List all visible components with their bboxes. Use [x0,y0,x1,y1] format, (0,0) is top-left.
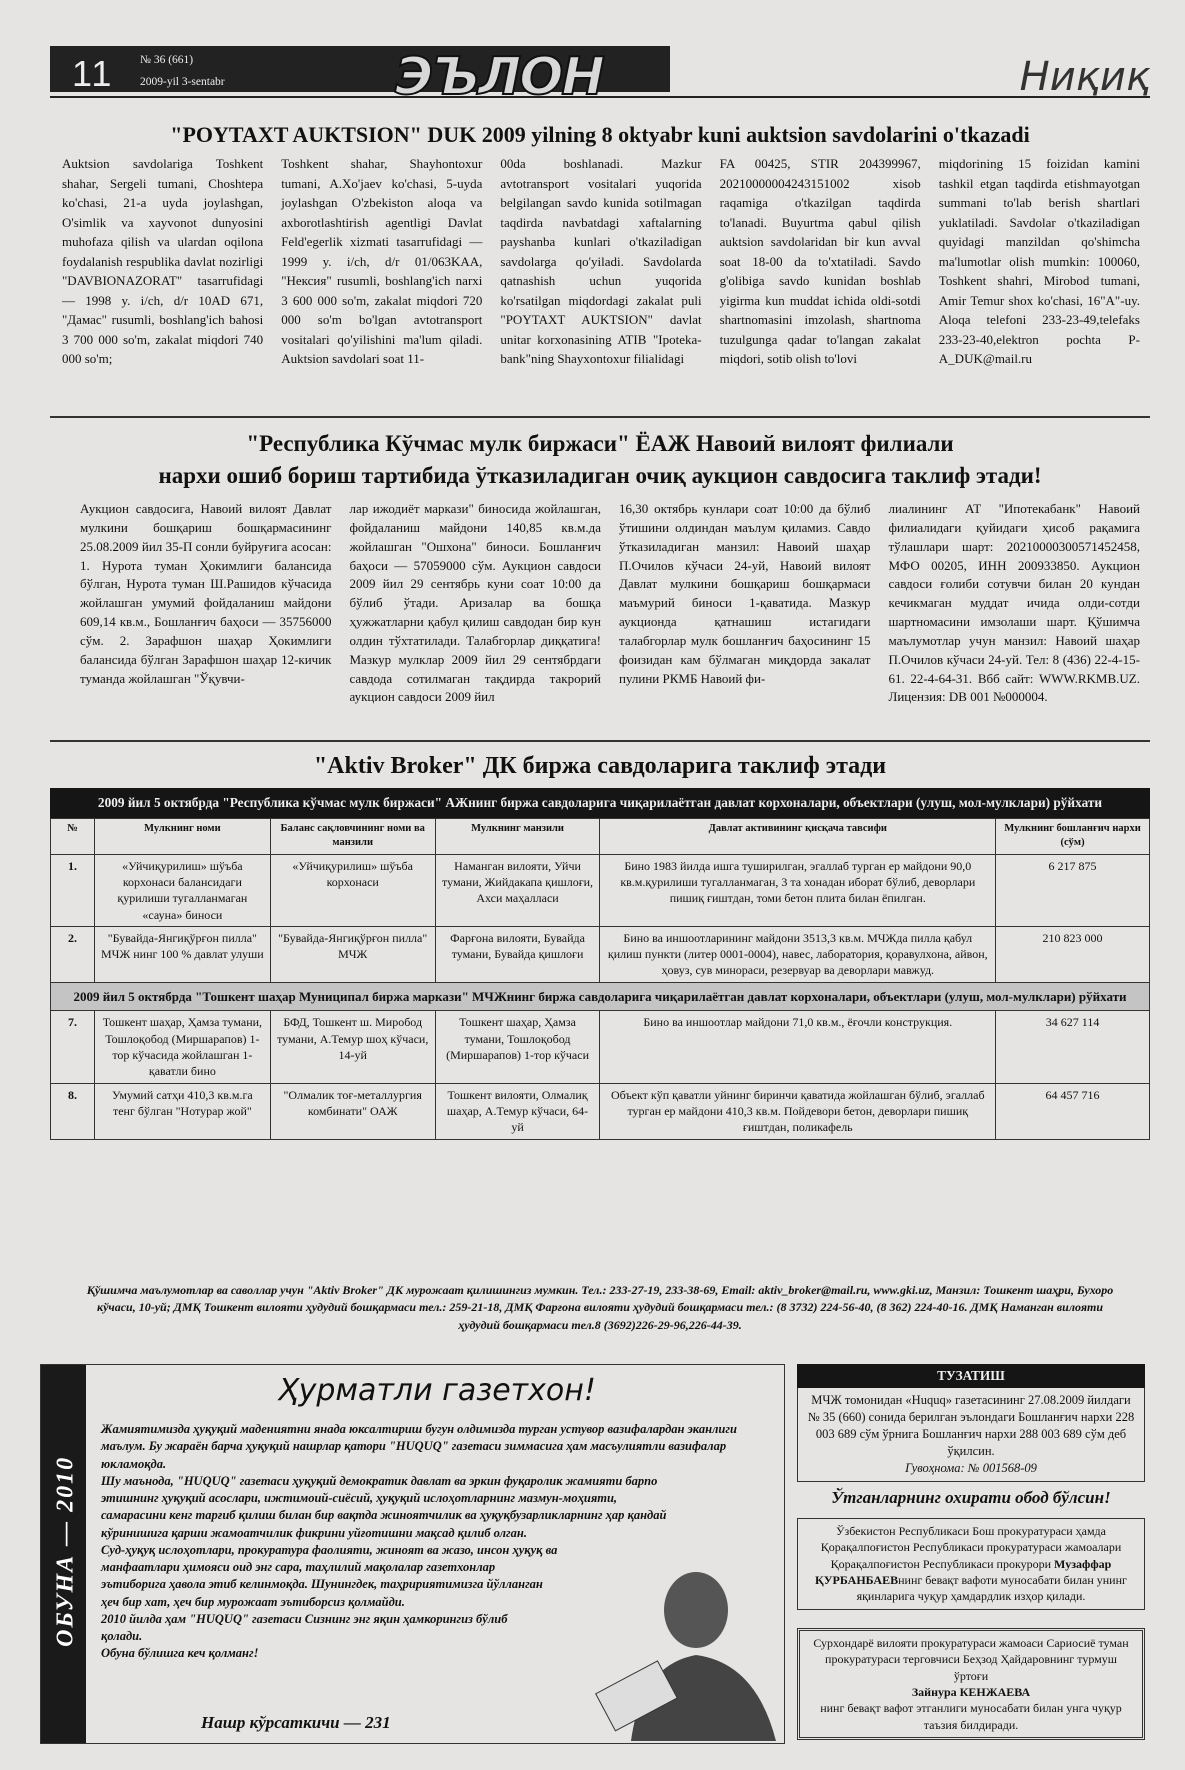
issue-date: 2009-yil 3-sentabr [140,75,225,88]
condolence2-name: Зайнура КЕНЖАЕВА [911,1684,1031,1699]
ad1-col3: 00da boshlanadi. Mazkur avtotransport vositalari yuqorida belgilangan savdo kunida sotilmagan taqdirda navbatdagi xaftalarning payshanba kunlari o'tkaziladigan savdolarga qo'yiladi. Savdolarda qatnashish uchun yuqorida ko'rsatilgan miqdordagi zakalat puli "POYTAXT AUKTSION" davlat unitar korxonasining ATIB "Ipoteka-bank"ning Shayxontoxur filialidagi [500,156,702,366]
table-cell: «Уйчиқурилиш» шўъба корхонаси [270,854,435,926]
masthead [50,46,1150,106]
ad1-body [62,154,1140,369]
subscription-para5: Обуна бўлишга кеч қолманг! [101,1646,259,1661]
subscription-para4: 2010 йилда ҳам "HUQUQ" газетаси Сизнинг энг яқин ҳамкорингиз бўлиб қолади. [101,1611,508,1643]
table-cell: "Бувайда-Янгиқўрғон пилла" МЧЖ нинг 100 % давлат улуши [94,926,270,982]
correction-box [797,1364,1145,1482]
condolence-title: Ўтганларнинг охирати обод бўлсин! [831,1488,1111,1507]
table-cell: Умумий сатҳи 410,3 кв.м.га тенг бўлган "Нотурар жой" [94,1083,270,1139]
table-header-cell: Давлат активининг қисқача тавсифи [600,819,996,855]
ad2-col1: Аукцион савдосига, Навоий вилоят Давлат мулкини бошқариш бошқармасининг 25.08.2009 йил 35-П сонли буйруғига асосан: 1. Нурота туман Ҳокимлиги балансида бўлган, Нурота туман Ш.Рашидов кўчасида жойлашган умумий фойдаланиш майдони 609,14 кв.м., Бошланғич баҳоси — 35756000 сўм. 2. Зарафшон шаҳар Ҳокимлиги балансида бўлган Зарафшон шаҳар 12-кичик туманда жойлашган "Ўқувчи- [80,501,332,686]
table-body-2 [51,1011,1150,1139]
newspaper-logo: Ниқиқ [1019,54,1150,100]
condolence1-suffix: нинг бевақт вафоти муносабати билан унинг яқинларига чуқур ҳамдардлик изҳор қилади. [856,1572,1127,1604]
ad2-col3: 16,30 октябрь кунлари соат 10:00 да бўлиб ўтишини олдиндан маълум қиламиз. Савдо ўтказиладиган манзил: Навоий шаҳар П.Очилов кўчаси 24-уй, Навоий вилоят Давлат мулкини бошқариш бошқармаси маъмурий биноси 1-қаватида. Мазкур аукционда қатнашиш истагидаги талабгорлар мулк бошланғич баҳосининг 15 фоизидан кам бўлмаган миқдорда закалат пулини РКМБ Навоий фи- [619,501,871,686]
ad1-col4: FA 00425, STIR 204399967, 20210000004243151002 xisob raqamiga o'tkazilgan taqdirda to'lanadi. Buyurtma qabul qilish auktsion savdolaridan bir kun avval soat 18-00 da to'xtatiladi. Savdo g'olibiga savdo kunidan boshlab yigirma kun muddat ichida oldi-sotdi shartnomasini imzolash, shartnoma tuzulgunga qadar to'langan zakalat miqdori, sotib olish to'lovi [719,156,921,366]
condolence2-text: Сурхондарё вилояти прокуратураси жамоаси Сариосиё туман прокуратураси терговчиси Беҳзод Ҳайдаровнинг турмуш ўртоғи [813,1636,1129,1683]
table-cell: Бино ва иншоотлар майдони 71,0 кв.м., ёғочли конструкция. [600,1011,996,1083]
divider [50,740,1150,742]
table-header-cell: Мулкнинг бошланғич нархи (сўм) [996,819,1150,855]
table-cell: 7. [51,1011,95,1083]
issue-info [140,50,225,94]
table-cell: Наманган вилояти, Уйчи тумани, Жийдакапа қишлоғи, Ахси маҳалласи [435,854,600,926]
table-cell: 1. [51,854,95,926]
table-cell: Бино 1983 йилда ишга туширилган, эгаллаб турган ер майдони 90,0 кв.м.қурилиши тугалланмаган, 3 та хонадан иборат бўлиб, деворлари пишиқ ғиштдан, томи бетон плита билан ёпилган. [600,854,996,926]
table-section-2-title: 2009 йил 5 октябрда "Тошкент шаҳар Муниципал биржа маркази" МЧЖнинг биржа савдоларига чиқарилаётган давлат корхоналари, объектлари (улуш, мол-мулклари) рўйхати [51,982,1150,1011]
lots-table-wrap [50,788,1150,1140]
subscription-index: Нашр кўрсаткичи — 231 [201,1713,391,1732]
table-header-cell: Баланс сақловчининг номи ва манзили [270,819,435,855]
subscription-title: Ҳурматли газетхон! [278,1373,596,1408]
subscription-para1: Жамиятимизда ҳуқуқий мадениятни янада юксалтириш бугун олдимизда турган устувор вазифалардан эканлиги маълум. Бу жараён барча ҳуқуқий нашрлар қатори "HUQUQ" газетаси зиммасига ҳам масъулиятли вазифалар юкламоқда. [101,1422,737,1471]
table-cell: Тошкент шаҳар, Ҳамза тумани, Тошлоқобод (Миршарапов) 1-тор кўчасида жойлашган 1-қаватли бино [94,1011,270,1083]
correction-text: МЧЖ томонидан «Huquq» газетасининг 27.08.2009 йилдаги № 35 (660) сонида берилган эълондаги Бошланғич нархи 228 003 689 сўм ўрнига Бошланғич нархи 288 003 689 сўм деб ўқилсин. [807,1393,1135,1459]
table-cell: Тошкент вилояти, Олмалиқ шаҳар, А.Темур кўчаси, 64-уй [435,1083,600,1139]
table-cell: "Бувайда-Янгиқўрғон пилла" МЧЖ [270,926,435,982]
table-cell: 6 217 875 [996,854,1150,926]
table-cell: "Олмалик тоғ-металлургия комбинати" ОАЖ [270,1083,435,1139]
reader-photo [561,1545,781,1741]
ad2-body [80,500,1140,707]
section-title: ЭЪЛОН [395,47,603,107]
ad1-title: "POYTAXT AUKTSION" DUK 2009 yilning 8 oktyabr kuni auktsion savdolarini o'tkazadi [170,122,1030,147]
page-number: 11 [72,53,114,94]
table-row [51,854,1150,926]
correction-title: ТУЗАТИШ [797,1364,1145,1388]
ad2-title-line2: нархи ошиб бориш тартибида ўтказиладиган очиқ аукцион савдосига таклиф этади! [158,463,1042,489]
table-cell: БФД, Тошкент ш. Миробод тумани, А.Темур шоҳ кўчаси, 14-уй [270,1011,435,1083]
table-cell: Фарғона вилояти, Бувайда тумани, Бувайда қишлоғи [435,926,600,982]
ad2-col2: лар ижодиёт маркази" биносида жойлашган, фойдаланиш майдони 140,85 кв.м.да жойлашган "Ошхона" биноси. Бошланғич баҳоси — 57059000 сўм. Аукцион савдоси 2009 йил 29 сентябрь куни соат 10:00 да бўлиб ўтади. Аризалар ва бошқа ҳужжатларни қабул қилиш савдодан бир кун олдин тўхтатилади. Талабгорлар диққатига! Мазкур мулклар 2009 йил 29 сентябрдаги савдода сотилмаган тақдирда такрорий аукцион савдоси 2009 йил [349,501,601,705]
ad2-title [50,428,1150,492]
ad1-col5: miqdorining 15 foizidan kamini tashkil etgan taqdirda etishmayotgan summani to'lab berish shartlari yuklatiladi. Savdolar o'tkaziladigan quyidagi manzildan qo'shimcha ma'lumotlar olish mumkin: 100060, Toshkent shahri, Mirobod tumani, Amir Temur shox ko'chasi, 16"A"-uy. Aloqa telefoni 233-23-49,telefaks 233-23-40,elektron pochta P-A_DUK@mail.ru [938,156,1140,366]
subscription-para3: Суд-ҳуқуқ ислоҳотлари, прокуратура фаолияти, жиноят ва жазо, инсон ҳуқуқ ва манфаатлари ҳимояси оид энг сара, таҳлилий мақолалар газетхонлар эътиборига ҳавола этиб келинмоқда. Шунингдек, таҳририятимизга йўлланган ҳеч бир хат, ҳеч бир мурожаат эътиборсиз қолмайди. [101,1542,558,1609]
table-cell: 8. [51,1083,95,1139]
correction-sign: Гувоҳнома: № 001568-09 [905,1461,1037,1476]
issue-number: № 36 (661) [140,54,194,66]
table-header-cell: Мулкнинг манзили [435,819,600,855]
lots-table [50,818,1150,1140]
ad2-title-line1: "Республика Кўчмас мулк биржаси" ЁАЖ Навоий вилоят филиали [246,431,954,456]
subscription-box [40,1364,785,1744]
condolence-box-2 [797,1628,1145,1740]
condolence-box-1 [797,1518,1145,1610]
table-header [51,819,1150,855]
condolence1-text: Ўзбекистон Республикаси Бош прокуратураси ҳамда Қорақалпоғистон Республикаси прокуратураси жамоалари Қорақалпоғистон Республикаси прокурори [820,1524,1122,1571]
table-row [51,1011,1150,1083]
table-header-cell: № [51,819,95,855]
table-header-cell: Мулкнинг номи [94,819,270,855]
ad2-col4: лиалининг АТ "Ипотекабанк" Навоий филиалидаги қуйидаги ҳисоб рақамига тўлашлари шарт: 20210000300571452458, МФО 00205, ИНН 200933850. Аукцион савдоси ғолиби сотувчи билан 20 кундан кечикмаган муддат ичида олди-сотди шартномасини имзолаши шарт. Қўшимча маълумотлар учун манзил: Навоий шаҳар П.Очилов кўчаси 24-уй. Тел: 8 (436) 22-4-15-61. 22-4-64-31. Вбб сайт: WWW.RKMB.UZ. Лицензия: DB 001 №000004. [888,501,1140,705]
ad3-contacts: Қўшимча маълумотлар ва саволлар учун "Aktiv Broker" ДК мурожаат қилишингиз мумкин. Тел.: 233-27-19, 233-38-69, Email: aktiv_broker@mail.ru, www.gki.uz, Манзил: Тошкент шаҳри, Бухоро кўчаси, 10-уй; ДМҚ Тошкент вилояти ҳудудий бошқармаси тел.: 259-21-18, ДМҚ Фарғона вилояти ҳудудий бошқармаси тел.: (8 3732) 224-56-40, (8 362) 224-40-16. ДМҚ Наманган вилояти ҳудудий бошқармаси тел.8 (3692)226-29-96,226-44-39. [86,1283,1114,1332]
table-cell: Объект кўп қаватли уйнинг биринчи қаватида жойлашган бўлиб, эгаллаб турган ер майдони 410,3 кв.м. Пойдевори бетон, деворлари пишиқ ғиштдан, поликафель [600,1083,996,1139]
table-cell: Тошкент шаҳар, Ҳамза тумани, Тошлоқобод (Миршарапов) 1-тор кўчаси [435,1011,600,1083]
ad1-col2: Toshkent shahar, Shayhontoxur tumani, A.Xo'jaev ko'chasi, 5-uyda joylashgan O'zbekiston aloqa va axborotlashtirish agentligi Davlat Feld'egerlik xizmati tasarrufidagi — 1999 y. i/ch, d/r 01/063KAA, "Нексия" rusumli, boshlang'ich narxi 3 600 000 so'm, zakalat miqdori 720 000 so'm bo'lgan avtotransport vositalari qo'yilishini ma'lum qiladi. Auktsion savdolari soat 11- [281,156,483,366]
ad1-col1: Auktsion savdolariga Toshkent shahar, Sergeli tumani, Choshtepa ko'chasi, 21-a uyda joylashgan, O'simlik va xayvonot dunyosini muhofaza qilish va ulardan oqilona foydalanish respublika davlat nozirligi "DAVBIONAZORAT" tasarrufidagi — 1998 y. i/ch, d/r 10AD 671, "Дамас" rusumli, boshlang'ich bahosi 3 700 000 so'm, zakalat miqdori 740 000 so'm; [62,156,264,366]
table-cell: 210 823 000 [996,926,1150,982]
subscription-label: ОБУНА — 2010 [52,1455,79,1647]
table-row [51,1083,1150,1139]
table-body-1 [51,854,1150,982]
table-section-2-row [51,982,1150,1011]
masthead-rule [50,96,1150,98]
divider [50,416,1150,418]
correction-body [797,1388,1145,1482]
condolence2-suffix: нинг бевақт вафот этганлиги муносабати билан унга чуқур таъзия билдиради. [820,1701,1122,1732]
table-cell: 2. [51,926,95,982]
table-cell: «Уйчиқурилиш» шўъба корхонаси балансидаги қурилиши тугалланмаган «сауна» биноси [94,854,270,926]
subscription-para2: Шу маънода, "HUQUQ" газетаси ҳуқуқий демократик давлат ва эркин фуқаролик жамияти барпо этишнинг ҳуқуқий асослари, ижтимоий-сиёсий, ҳуқуқий ислоҳотларнинг мазмун-моҳияти, самарасини кенг тарғиб қилиш билан бир вақтда жиноятчилик ва ҳуқуқбузарликларнинг ҳар қандай кўринишига қарши жамоатчилик фикрини уйғотишни мақсад қилиб олган. [101,1473,667,1540]
subscription-sidebar [41,1365,86,1743]
table-row [51,926,1150,982]
ad3-title: "Aktiv Broker" ДК биржа савдоларига таклиф этади [313,753,887,779]
table-section-1-title: 2009 йил 5 октябрда "Республика кўчмас мулк биржаси" АЖнинг биржа савдоларига чиқарилаётган давлат корхоналари, объектлари (улуш, мол-мулклари) рўйхати [50,788,1150,818]
table-cell: Бино ва иншоотларининг майдони 3513,3 кв.м. МЧЖда пилла қабул қилиш пункти (литер 0001-0004), навес, лаборатория, қоравулхона, айвон, ҳовуз, сув минораси, резервуар ва деворлари мавжуд. [600,926,996,982]
table-cell: 64 457 716 [996,1083,1150,1139]
table-cell: 34 627 114 [996,1011,1150,1083]
condolence1-name: Музаффар ҚУРБАНБАЕВ [815,1556,1112,1587]
